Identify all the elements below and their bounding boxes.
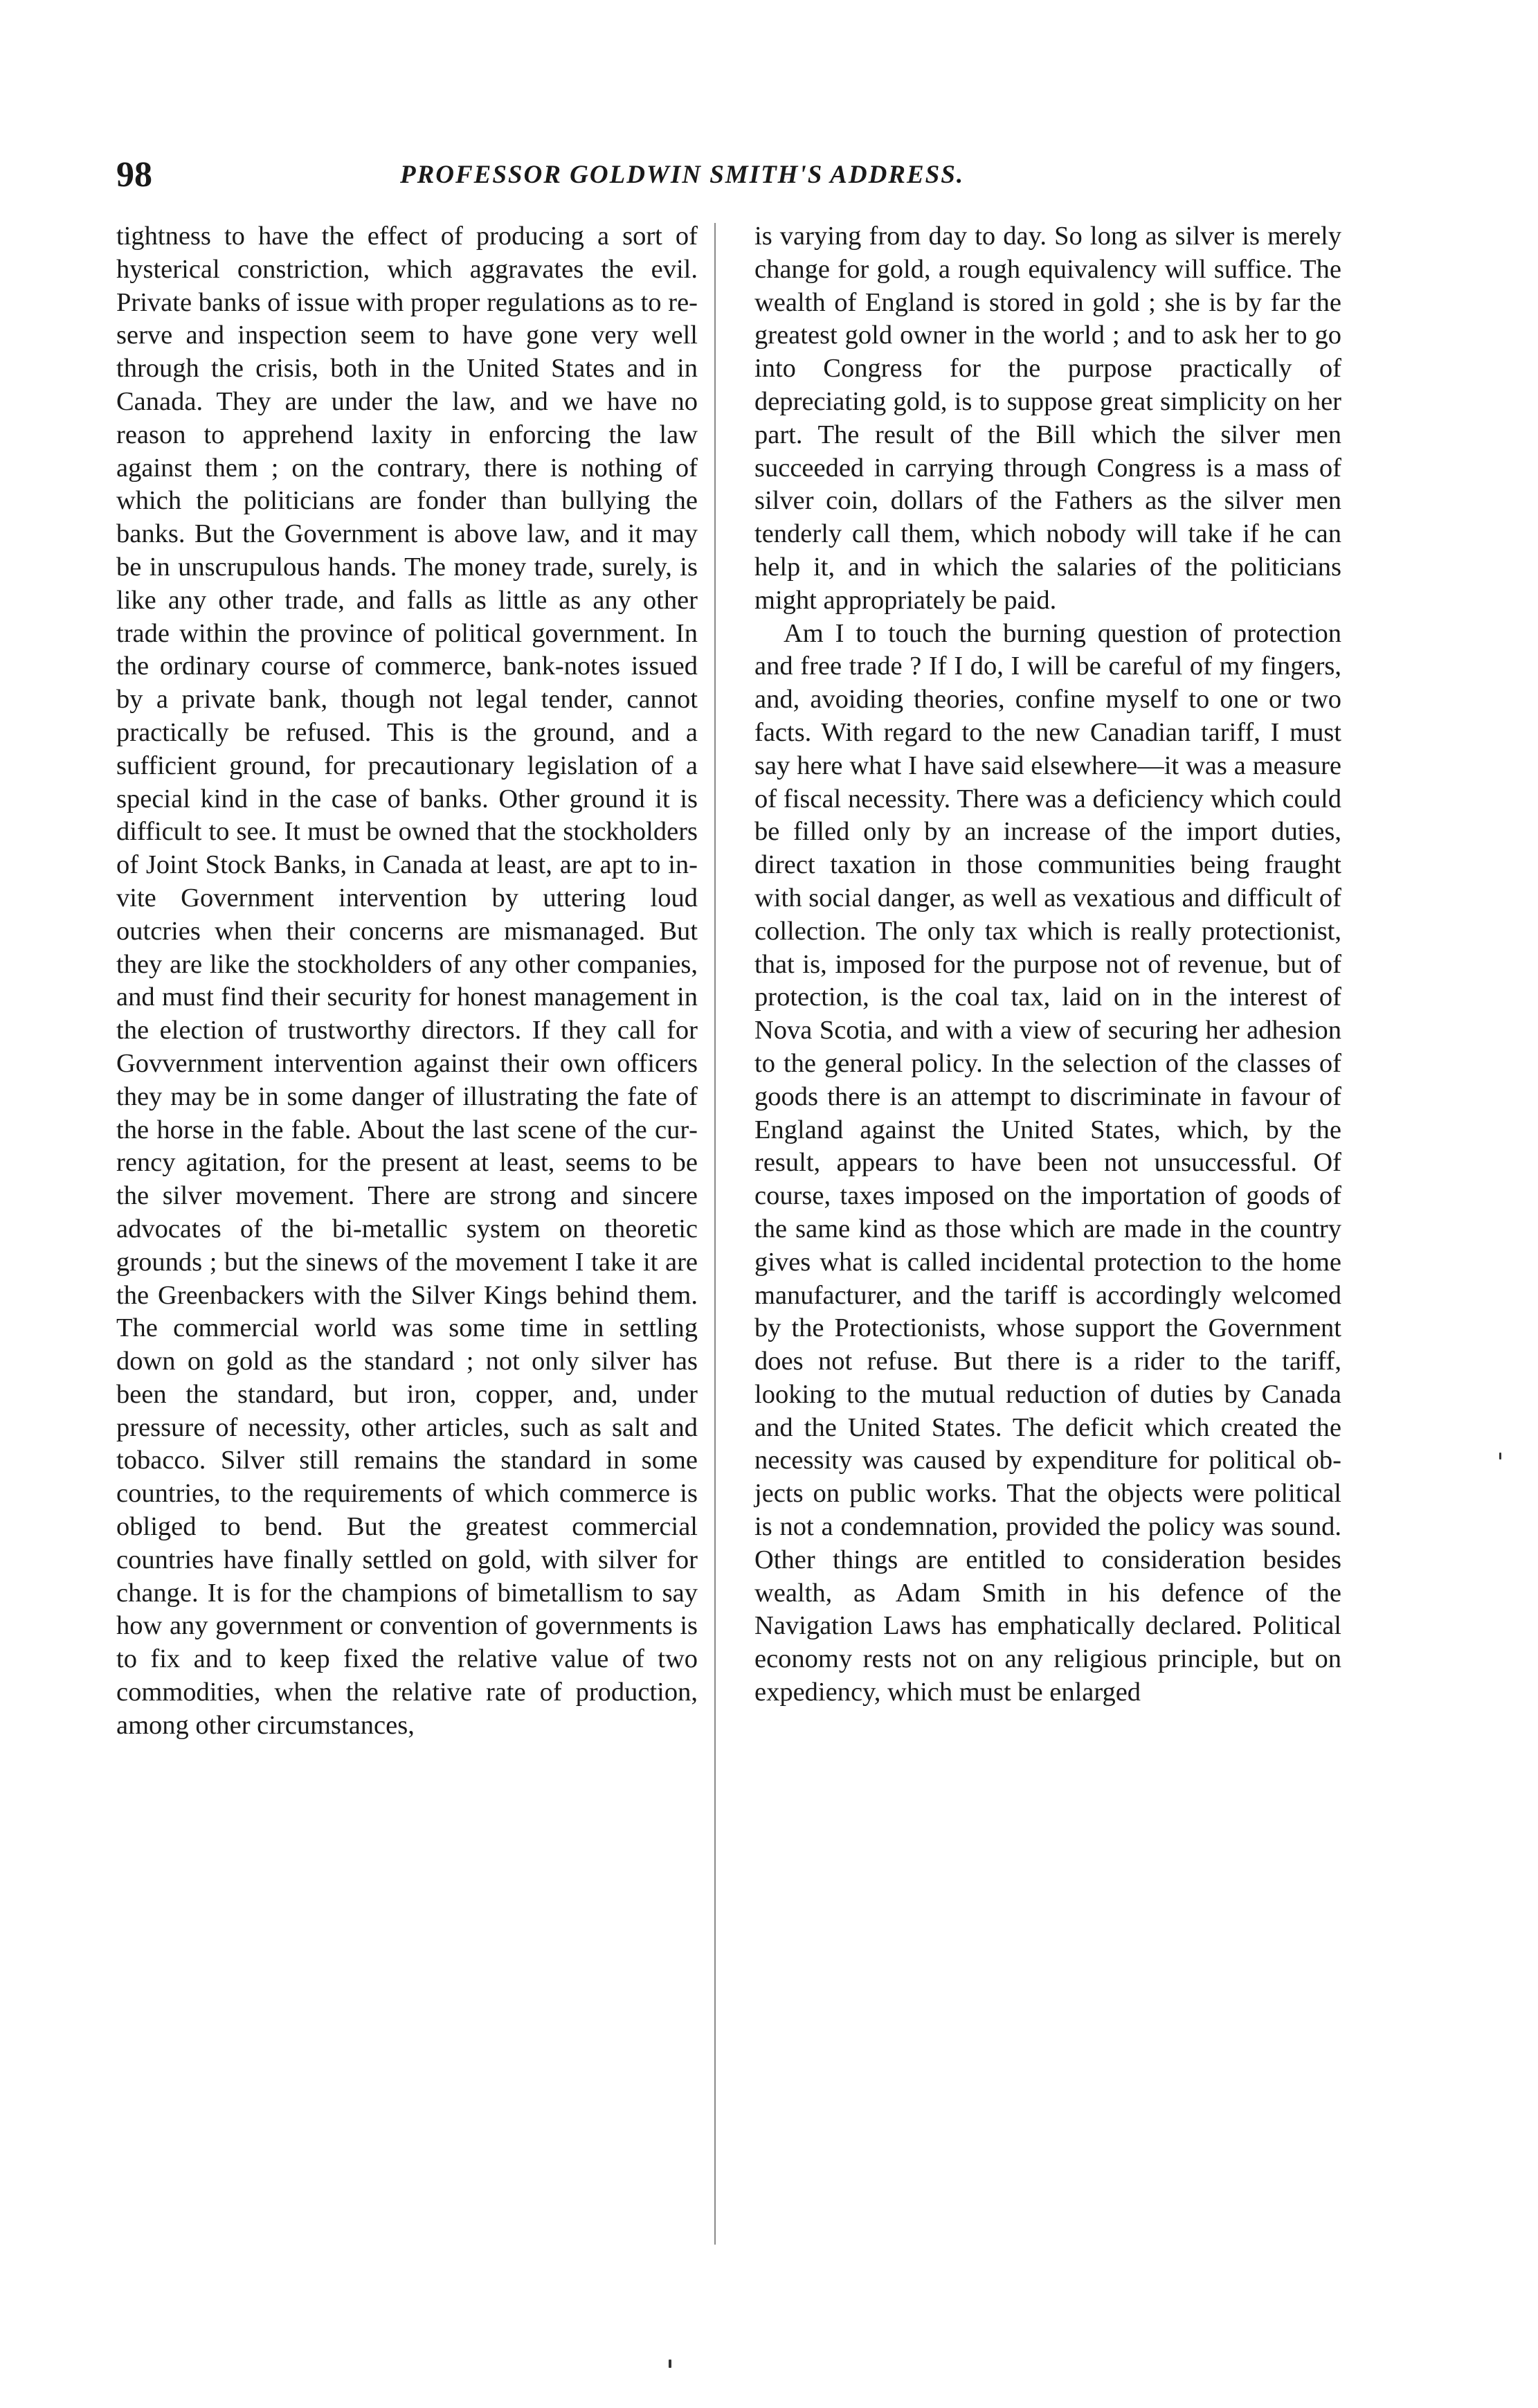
page-number: 98 [116,155,152,195]
right-column [754,220,1341,1709]
left-paragraph-1: tightness to have the effect of producing a sort of hysterical constriction, which aggravates the evil. Private banks of issue with proper regulations as to reserve and inspection seem to have gone very well through the crisis, both in the United States and in Canada. They are under the law, and we have no reason to apprehend laxity in enforcing the law against them ; on the contrary, there is nothing of which the politicians are fonder than bullying the banks. But the Government is above law, and it may be in unscrupulous hands. The money trade, surely, is like any other trade, and falls as little as any other trade within the province of political government. In the ordinary course of commerce, bank-notes issued by a private bank, though not legal tender, cannot practically be refused. This is the ground, and a sufficient ground, for precautionary legislation of a special kind in the case of banks. Other ground it is difficult to see. It must be owned that the stockholders of Joint Stock Banks, in Canada at least, are apt to invite Government intervention by uttering loud outcries when their concerns are mismanaged. But they are like the stockholders of any other companies, and must find their security for honest management in the election of trustworthy directors. If they call for Govvernment intervention against their own officers they may be in some danger of illustrating the fate of the horse in the fable. About the last scene of the currency agitation, for the present at least, seems to be the silver movement. There are strong and sincere advocates of the bi-metallic system on theoretic grounds ; but the sinews of the movement I take it are the Greenbackers with the Silver Kings behind them. The commercial world was some time in settling down on gold as the standard ; not only silver has been the standard, but iron, copper, and, under pressure of necessity, other articles, such as salt and tobacco. Silver still remains the standard in some countries, to the requirements of which commerce is obliged to bend. But the greatest commercial countries have finally settled on gold, with silver for change. It is for the champions of bimetallism to say how any government or convention of governments is to fix and to keep fixed the relative value of two commodities, when the relative rate of production, among other circumstances, [116,222,698,1740]
bottom-speck [669,2360,671,2368]
left-column [116,220,698,1743]
right-paragraph-1: is varying from day to day. So long as silver is merely change for gold, a rough equivalency will suffice. The wealth of England is stored in gold ; she is by far the greatest gold owner in the world ; and to ask her to go into Congress for the purpose practically of depreciating gold, is to suppose great simplicity on her part. The result of the Bill which the silver men succeeded in carrying through Congress is a mass of silver coin, dollars of the Fathers as the silver men tenderly call them, which nobody will take if he can help it, and in which the salaries of the politicians might appropriately be paid. [754,222,1341,615]
margin-speck [1499,1453,1501,1459]
running-title: PROFESSOR GOLDWIN SMITH'S ADDRESS. [400,161,965,189]
right-paragraph-2: Am I to touch the burning question of protection and free trade ? If I do, I will be careful of my fingers, and, avoiding theories, confine myself to one or two facts. With regard to the new Canadian tariff, I must say here what I have said elsewhere—it was a measure of fiscal necessity. There was a deficiency which could be filled only by an increase of the import duties, direct taxation in those communities being fraught with social danger, as well as vexatious and difficult of collection. The only tax which is really protectionist, that is, imposed for the purpose not of revenue, but of protection, is the coal tax, laid on in the interest of Nova Scotia, and with a view of securing her adhesion to the general policy. In the selection of the classes of goods there is an attempt to discriminate in favour of England against the United States, which, by the result, appears to have been not unsuccessful. Of course, taxes imposed on the importation of goods of the same kind as those which are made in the country gives what is called incidental protection to the home manufacturer, and the tariff is accordingly welcomed by the Protectionists, whose support the Government does not refuse. But there is a rider to the tariff, looking to the mutual reduction of duties by Canada and the United States. The deficit which created the necessity was caused by expenditure for political objects on public works. That the objects were political is not a condemnation, provided the policy was sound. Other things are entitled to consideration besides wealth, as Adam Smith in his defence of the Navigation Laws has emphatically declared. Political economy rests not on any religious principle, but on expediency, which must be enlarged [754,618,1341,1707]
page-header [116,151,1335,199]
column-divider [714,223,716,2245]
